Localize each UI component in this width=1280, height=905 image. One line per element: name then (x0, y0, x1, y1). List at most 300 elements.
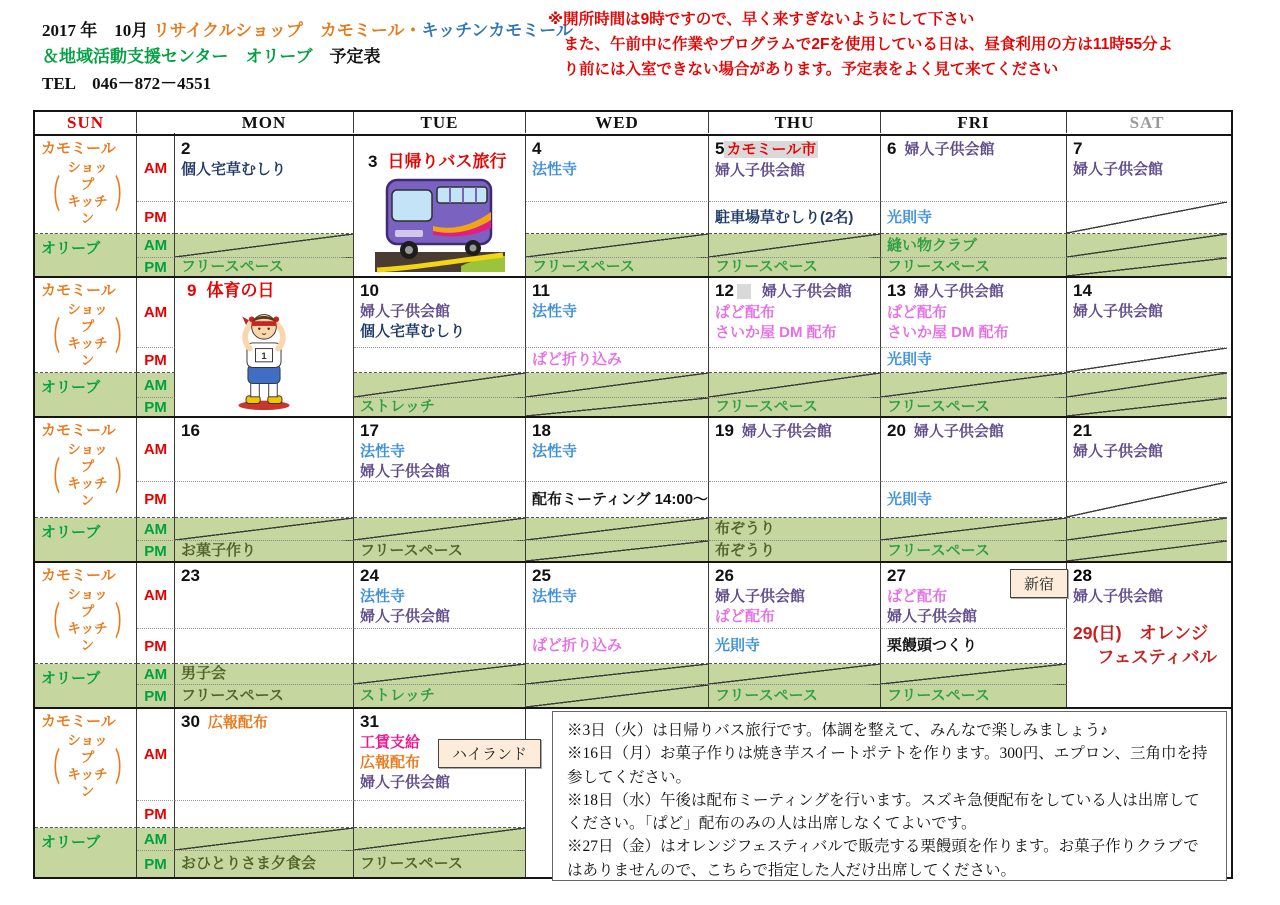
schedule-entry: ぱど配布 (715, 608, 776, 625)
pm-label: PM (137, 348, 175, 373)
day-pm-cell (526, 348, 709, 373)
day-number: 17 (360, 421, 379, 440)
shop-kitchen-labels (60, 732, 115, 800)
olive-label: オリーブ (41, 670, 101, 687)
am-label: AM (137, 563, 175, 629)
schedule-entry: フリースペース (360, 542, 463, 559)
schedule-entry: フリースペース (181, 258, 284, 275)
day-pm-cell (881, 482, 1067, 518)
bracket-open-icon: （ (45, 174, 61, 217)
schedule-entry: 婦人子供会館 (360, 463, 451, 480)
title-olive-center: ＆地域活動支援センター オリーブ (42, 47, 313, 67)
title-yoteihyo: 予定表 (312, 47, 381, 67)
olive-label: オリーブ (41, 834, 101, 851)
notice-line: ※開所時間は9時ですので、早く来すぎないようにして下さい (548, 11, 975, 28)
bracket-open-icon: （ (45, 316, 61, 359)
schedule-entry: 個人宅草むしり (360, 323, 466, 340)
schedule-entry: 男子会 (181, 665, 227, 682)
orange-festival-note (1073, 621, 1221, 669)
day-header-sat: SAT (1129, 112, 1165, 132)
am-label: AM (137, 136, 175, 202)
schedule-entry: 光則寺 (887, 351, 933, 368)
day-header-mon: MON (175, 112, 354, 133)
inline-entry: 婦人子供会館 (913, 423, 1004, 440)
day-number-line (181, 709, 347, 734)
schedule-entry: 婦人子供会館 (1073, 588, 1164, 605)
empty-slash-cell (1067, 373, 1227, 398)
schedule-entry: 駐車場草むしり(2名) (715, 208, 854, 226)
calendar-week (35, 709, 1231, 877)
schedule-entry: フリースペース (360, 855, 463, 872)
day-pm-cell (881, 629, 1067, 664)
olive-pm-cell (354, 685, 526, 707)
olive-row-label (35, 828, 137, 877)
olive-pm-cell (354, 398, 526, 416)
day-am-cell (881, 563, 1067, 629)
note-paragraph: ※16日（月）お菓子作りは焼き芋スイートポテトを作ります。300円、エプロン、三角巾を持参してください。 (567, 745, 1208, 786)
day-am-cell (1067, 278, 1227, 348)
olive-pm-cell (709, 541, 881, 561)
pm-label: PM (137, 202, 175, 234)
empty-slash-cell (881, 373, 1067, 398)
day-number-line (360, 709, 519, 733)
schedule-entry: 婦人子供会館 (360, 608, 451, 625)
bracket-close-icon: ） (114, 601, 130, 644)
pm-label: PM (137, 258, 175, 276)
olive-label: オリーブ (41, 240, 101, 257)
day-number-line (181, 418, 347, 442)
day-pm-cell (354, 482, 526, 518)
am-label: AM (137, 709, 175, 801)
pm-label: PM (137, 851, 175, 877)
schedule-entry: ぱど配布 (887, 304, 948, 321)
am-label: AM (137, 373, 175, 398)
day-number: 20 (887, 421, 906, 440)
kamomile-label: カモミール (41, 422, 116, 439)
day-am-cell (1067, 136, 1227, 202)
highland-box: ハイランド (438, 739, 541, 768)
empty-slash-cell (709, 373, 881, 398)
olive-pm-cell (175, 541, 354, 561)
olive-am-cell (175, 664, 354, 685)
day-am-cell (709, 278, 881, 348)
empty-slash-cell (354, 828, 526, 851)
empty-slash-cell (709, 664, 881, 685)
shop-label: ショップ (67, 442, 108, 474)
schedule-entry: 法性寺 (360, 588, 406, 605)
shop-kitchen-labels (60, 159, 115, 227)
day-cell (1067, 563, 1227, 707)
pm-label: PM (137, 801, 175, 828)
day-number: 23 (181, 566, 200, 585)
exercise-kid-icon (221, 307, 307, 411)
title-kitchen-name: キッチンカモミール (421, 21, 573, 40)
day-number: 25 (532, 566, 551, 585)
schedule-entry: 婦人子供会館 (715, 162, 806, 179)
schedule-entry: 法性寺 (360, 443, 406, 460)
day-pm-cell (709, 482, 881, 518)
schedule-entry: 婦人子供会館 (715, 588, 806, 605)
day-am-cell (175, 709, 354, 801)
day-number-line (715, 563, 874, 587)
am-label: AM (137, 278, 175, 348)
day-pm-cell (709, 202, 881, 234)
day-number: 21 (1073, 421, 1092, 440)
empty-slash-cell (354, 664, 526, 685)
day-am-cell (354, 709, 526, 801)
event-name: 体育の日 (206, 281, 275, 300)
day-event-title (360, 136, 519, 172)
bracket-open-icon: （ (45, 456, 61, 499)
title-shop-name: リサイクルショップ カモミール・ (152, 21, 422, 40)
empty-slash-cell (526, 664, 709, 685)
kitchen-label: キッチン (67, 476, 108, 508)
day-number: 5 (715, 139, 725, 158)
schedule-entry: 配布ミーティング 14:00～ (532, 490, 709, 508)
day-header-fri: FRI (881, 112, 1067, 133)
olive-pm-cell (881, 541, 1067, 561)
kamomile-row-label (35, 278, 137, 373)
schedule-entry: フリースペース (715, 687, 818, 704)
kamomile-label: カモミール (41, 282, 116, 299)
empty-slash-cell (709, 234, 881, 258)
notice-line: り前には入室できない場合があります。予定表をよく見て来てください (548, 60, 1059, 78)
schedule-entry: ぱど折り込み (532, 351, 623, 368)
empty-slash-cell (1067, 482, 1227, 518)
day-am-cell (175, 418, 354, 482)
schedule-entry: フリースペース (715, 398, 818, 415)
am-label: AM (137, 828, 175, 851)
day-number-line (1073, 563, 1221, 587)
kid-illustration (181, 302, 347, 416)
day-pm-cell (526, 629, 709, 664)
schedule-entry: 婦人子供会館 (1073, 303, 1164, 320)
schedule-entry: 布ぞうり (715, 542, 776, 559)
day-header-thu: THU (709, 112, 881, 133)
day-am-cell (526, 418, 709, 482)
day-am-cell (709, 563, 881, 629)
day-am-cell (354, 418, 526, 482)
schedule-calendar (33, 110, 1233, 879)
kitchen-label: キッチン (67, 336, 108, 368)
shop-kitchen-bracket (45, 159, 130, 227)
day-am-cell (526, 563, 709, 629)
day-number: 18 (532, 421, 551, 440)
kamomile-row-label (35, 709, 137, 828)
schedule-entry: 婦人子供会館 (1073, 443, 1164, 460)
calendar-week (35, 136, 1231, 278)
empty-slash-cell (1067, 348, 1227, 373)
olive-pm-cell (709, 685, 881, 707)
am-label: AM (137, 518, 175, 541)
day-number: 31 (360, 712, 379, 731)
day-number: 2 (181, 139, 191, 158)
schedule-entry: フリースペース (532, 258, 635, 275)
day-number: 3 (368, 152, 378, 171)
calendar-week (35, 278, 1231, 418)
bracket-close-icon: ） (114, 316, 130, 359)
shop-label: ショップ (67, 302, 108, 334)
day-number: 7 (1073, 139, 1083, 158)
kamomile-label: カモミール (41, 140, 116, 157)
day-number: 24 (360, 566, 379, 585)
empty-slash-cell (881, 518, 1067, 541)
day-number-line (1073, 418, 1221, 442)
olive-pm-cell (881, 685, 1067, 707)
day-am-cell (526, 136, 709, 202)
schedule-entry: 布ぞうり (715, 520, 776, 537)
schedule-entry: ストレッチ (360, 687, 435, 704)
day-am-cell (1067, 418, 1227, 482)
calendar-week (35, 418, 1231, 563)
schedule-entry: ぱど配布 (887, 588, 948, 605)
bus-icon (373, 174, 507, 274)
olive-am-cell (709, 518, 881, 541)
day-pm-cell (881, 348, 1067, 373)
inline-entry: 婦人子供会館 (904, 141, 995, 158)
day-event-title (181, 278, 347, 302)
title-line-1 (42, 18, 573, 44)
schedule-entry: ぱど折り込み (532, 637, 623, 654)
day-number-line (181, 136, 347, 160)
day-pm-cell (526, 482, 709, 518)
day-number-line (1073, 136, 1221, 160)
notes-box (552, 711, 1227, 881)
olive-pm-cell (175, 685, 354, 707)
day-number-line (532, 136, 702, 160)
day-pm-cell (175, 629, 354, 664)
schedule-entry: 婦人子供会館 (1073, 161, 1164, 178)
day-pm-cell (881, 202, 1067, 234)
shop-kitchen-labels (60, 586, 115, 654)
day-pm-cell (175, 202, 354, 234)
schedule-entry: 広報配布 (360, 754, 421, 771)
notice-line: また、午前中に作業やプログラムで2Fを使用している日は、昼食利用の方は11時55分よ (548, 35, 1174, 53)
event-name: 日帰りバス旅行 (387, 152, 507, 171)
olive-am-cell (881, 234, 1067, 258)
schedule-entry: お菓子作り (181, 542, 257, 559)
empty-slash-cell (175, 828, 354, 851)
day-number: 9 (187, 281, 197, 300)
schedule-entry: 光則寺 (887, 490, 933, 508)
calendar-week (35, 563, 1231, 709)
day-am-cell (175, 136, 354, 202)
shop-kitchen-labels (60, 301, 115, 369)
day-am-cell (175, 563, 354, 629)
shop-label: ショップ (67, 587, 108, 619)
shinjuku-box: 新宿 (1010, 569, 1068, 598)
empty-slash-cell (526, 234, 709, 258)
schedule-entry: 法性寺 (532, 161, 578, 178)
schedule-entry: おひとりさま夕食会 (181, 855, 317, 872)
day-number-line (887, 136, 1060, 161)
day-number: 12 (715, 281, 734, 300)
schedule-entry: フリースペース (887, 542, 990, 559)
shop-label: ショップ (67, 160, 108, 192)
pm-label: PM (137, 629, 175, 664)
schedule-entry: 法性寺 (532, 443, 578, 460)
schedule-entry: 婦人子供会館 (360, 774, 451, 791)
day-pm-cell (175, 482, 354, 518)
empty-slash-cell (1067, 541, 1227, 561)
day-am-cell (709, 418, 881, 482)
empty-slash-cell (1067, 398, 1227, 416)
day-number-line (715, 278, 874, 303)
note-paragraph: ※27日（金）はオレンジフェスティバルで販売する栗饅頭を作ります。お菓子作りクラブではありませんので、こちらで指定した人だけ出席してください。 (567, 838, 1199, 879)
empty-slash-cell (354, 373, 526, 398)
day-pm-cell (354, 629, 526, 664)
opening-hours-notice (548, 8, 1248, 82)
shop-kitchen-labels (60, 441, 115, 509)
empty-slash-cell (526, 373, 709, 398)
highlight-badge: カモミール市 (726, 141, 817, 158)
day-am-cell (354, 278, 526, 348)
schedule-entry: さいか屋 DM 配布 (887, 324, 1009, 341)
schedule-entry: さいか屋 DM 配布 (715, 324, 837, 341)
day-number: 28 (1073, 566, 1092, 585)
olive-row-label (35, 664, 137, 707)
olive-pm-cell (175, 258, 354, 276)
empty-slash-cell (354, 518, 526, 541)
day-am-cell (881, 418, 1067, 482)
schedule-entry: 法性寺 (532, 588, 578, 605)
schedule-entry: 婦人子供会館 (887, 608, 978, 625)
olive-row-label (35, 518, 137, 561)
schedule-entry: 婦人子供会館 (360, 303, 451, 320)
olive-pm-cell (354, 541, 526, 561)
empty-slash-cell (1067, 258, 1227, 276)
schedule-entry: フリースペース (181, 687, 284, 704)
day-header-sun: SUN (35, 112, 137, 133)
am-label: AM (137, 418, 175, 482)
olive-pm-cell (709, 258, 881, 276)
pm-label: PM (137, 685, 175, 707)
event-day-cell (175, 278, 354, 416)
festival-line: 29(日) オレンジ (1073, 623, 1209, 643)
day-am-cell (881, 136, 1067, 202)
day-number-line (360, 418, 519, 442)
day-number: 30 (181, 712, 200, 731)
schedule-entry: 栗饅頭つくり (887, 637, 978, 654)
day-number-line (360, 563, 519, 587)
schedule-entry: 工賃支給 (360, 734, 421, 751)
shop-label: ショップ (67, 733, 108, 765)
shop-kitchen-bracket (45, 586, 130, 654)
empty-slash-cell (175, 518, 354, 541)
highlight-spacer (737, 284, 751, 299)
olive-pm-cell (881, 258, 1067, 276)
day-pm-cell (526, 202, 709, 234)
pm-label: PM (137, 482, 175, 518)
title-line-2 (42, 44, 573, 70)
inline-entry: 広報配布 (207, 714, 268, 731)
empty-slash-cell (881, 664, 1067, 685)
day-header-wed: WED (526, 112, 709, 133)
day-header-tue: TUE (354, 112, 526, 133)
olive-label: オリーブ (41, 379, 101, 396)
shop-kitchen-bracket (45, 441, 130, 509)
day-pm-cell (709, 629, 881, 664)
olive-pm-cell (175, 851, 354, 877)
olive-row-label (35, 234, 137, 276)
bracket-open-icon: （ (45, 747, 61, 790)
inline-entry: 婦人子供会館 (913, 283, 1004, 300)
day-pm-cell (709, 348, 881, 373)
pm-label: PM (137, 398, 175, 416)
day-am-cell (881, 278, 1067, 348)
empty-slash-cell (175, 234, 354, 258)
kamomile-label: カモミール (41, 567, 116, 584)
day-pm-cell (175, 801, 354, 828)
schedule-entry: フリースペース (887, 398, 990, 415)
schedule-entry: フリースペース (887, 258, 990, 275)
bracket-close-icon: ） (114, 456, 130, 499)
day-number: 14 (1073, 281, 1092, 300)
olive-label: オリーブ (41, 524, 101, 541)
kitchen-label: キッチン (67, 621, 108, 653)
bus-illustration (360, 172, 519, 276)
empty-slash-cell (526, 518, 709, 541)
olive-pm-cell (354, 851, 526, 877)
kitchen-label: キッチン (67, 194, 108, 226)
day-number-line (532, 418, 702, 442)
day-number: 26 (715, 566, 734, 585)
day-number-line (181, 563, 347, 587)
schedule-entry: フリースペース (715, 258, 818, 275)
kamomile-row-label (35, 136, 137, 234)
day-number: 13 (887, 281, 906, 300)
svg-text:1: 1 (261, 351, 267, 362)
schedule-entry: 縫い物クラブ (887, 236, 978, 254)
kamomile-row-label (35, 418, 137, 518)
empty-slash-cell (1067, 518, 1227, 541)
day-pm-cell (354, 348, 526, 373)
title-year-month: 2017 年 10月 (42, 21, 149, 40)
schedule-entry: 光則寺 (887, 208, 933, 226)
empty-slash-cell (1067, 234, 1227, 258)
pm-label: PM (137, 541, 175, 561)
bracket-open-icon: （ (45, 601, 61, 644)
olive-pm-cell (881, 398, 1067, 416)
day-number: 27 (887, 566, 906, 585)
shop-kitchen-bracket (45, 732, 130, 800)
day-number: 16 (181, 421, 200, 440)
shop-kitchen-bracket (45, 301, 130, 369)
kamomile-label: カモミール (41, 713, 116, 730)
day-number: 4 (532, 139, 542, 158)
note-paragraph: ※3日（火）は日帰りバス旅行です。体調を整えて、みんなで楽しみましょう♪ (567, 722, 1108, 739)
inline-entry: 婦人子供会館 (761, 283, 852, 300)
olive-pm-cell (709, 398, 881, 416)
am-label: AM (137, 234, 175, 258)
day-number-line (887, 418, 1060, 443)
day-number: 11 (532, 281, 550, 300)
day-header-spacer (137, 133, 175, 134)
day-number-line (715, 418, 874, 443)
event-day-cell (354, 136, 526, 276)
day-number-line (360, 278, 519, 302)
day-am-cell (709, 136, 881, 202)
olive-row-label (35, 373, 137, 416)
bracket-close-icon: ） (114, 747, 130, 790)
day-pm-cell (354, 801, 526, 828)
day-number-line (532, 278, 702, 302)
day-number-line (532, 563, 702, 587)
schedule-entry: フリースペース (887, 687, 990, 704)
day-number-line (887, 278, 1060, 303)
am-label: AM (137, 664, 175, 685)
schedule-entry: 個人宅草むしり (181, 161, 287, 178)
